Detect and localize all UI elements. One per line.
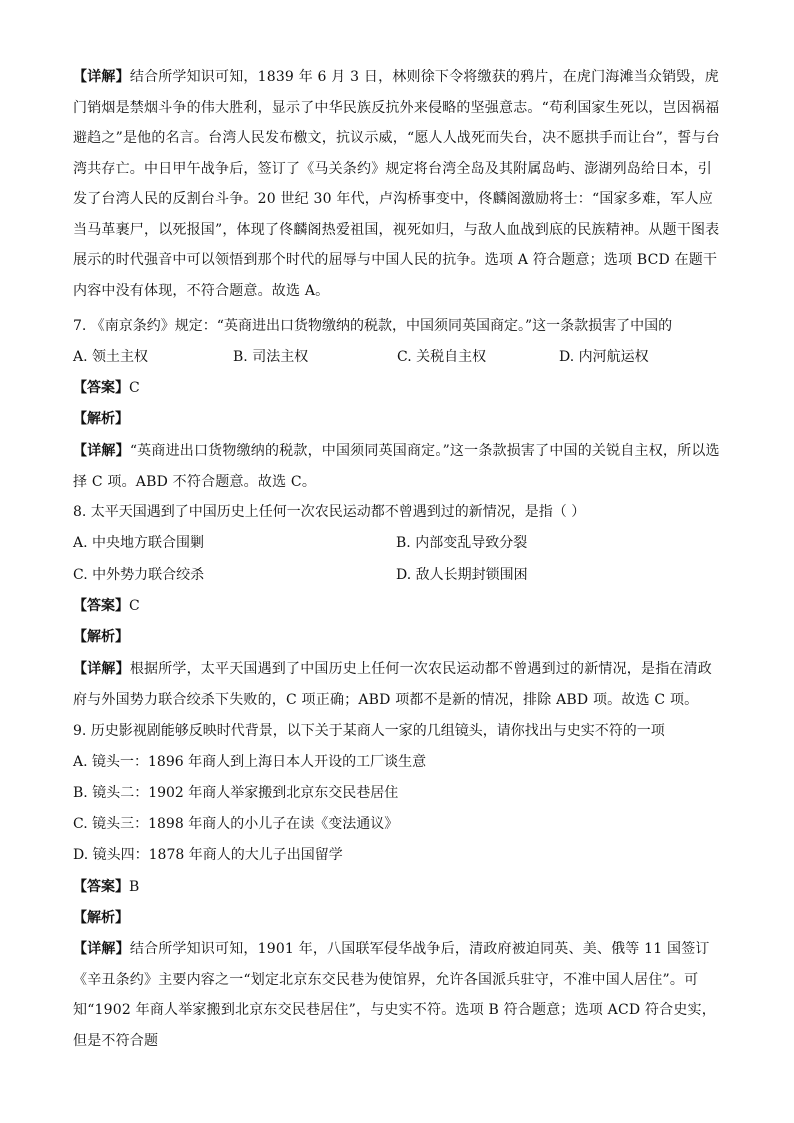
q7-stem: 7. 《南京条约》规定：“英商进出口货物缴纳的税款，中国须同英国商定。”这一条款损害了中国的 xyxy=(73,318,673,334)
q9-analysis-tag: 【解析】 xyxy=(73,910,129,926)
q7-option-b: B. 司法主权 xyxy=(233,349,309,365)
q9-stem: 9. 历史影视剧能够反映时代背景，以下关于某商人一家的几组镜头，请你找出与史实不符的一项 xyxy=(73,723,665,739)
detail-text: 结合所学知识可知，1901 年，八国联军侵华战争后，清政府被迫同英、美、俄等 11 国签订《辛丑条约》主要内容之一“划定北京东交民巷为使馆界，允许各国派兵驻守，不准中国人居住”。可知“1902 年商人举家搬到北京东交民巷居住”，与史实不符。选项 B 符合题意；选项 ACD 符合史实，但是不符合题 xyxy=(73,941,716,1049)
q8-stem: 8. 太平天国遇到了中国历史上任何一次农民运动都不曾遇到过的新情况，是指（ ） xyxy=(73,504,586,520)
detail-tag: 【详解】 xyxy=(73,661,130,677)
q8-analysis-tag: 【解析】 xyxy=(73,629,129,645)
q9-option-a: A. 镜头一：1896 年商人到上海日本人开设的工厂谈生意 xyxy=(73,754,427,770)
detail-text: 结合所学知识可知，1839 年 6 月 3 日，林则徐下令将缴获的鸦片，在虎门海滩当众销毁，虎门销烟是禁烟斗争的伟大胜利，显示了中华民族反抗外来侵略的坚强意志。“苟利国家生死以，岂因祸福避趋之”是他的名言。台湾人民发布檄文，抗议示威，“愿人人战死而失台，决不愿拱手而让台”，誓与台湾共存亡。中日甲午战争后，签订了《马关条约》规定将台湾全岛及其附属岛屿、澎湖列岛给日本，引发了台湾人民的反割台斗争。20 世纪 30 年代，卢沟桥事变中，佟麟阁激励将士：“国家多难，军人应当马革裹尸，以死报国”，体现了佟麟阁热爱祖国，视死如归，与敌人血战到底的民族精神。从题干图表展示的时代强音中可以领悟到那个时代的屈辱与中国人民的抗争。选项 A 符合题意；选项 BCD 在题干内容中没有体现，不符合题意。故选 A。 xyxy=(73,69,720,299)
q7-detail-paragraph xyxy=(73,436,725,497)
q8-option-d: D. 敌人长期封锁围困 xyxy=(396,567,528,583)
q8-option-a: A. 中央地方联合围剿 xyxy=(73,535,205,551)
detail-tag: 【详解】 xyxy=(73,443,130,459)
q8-option-c: C. 中外势力联合绞杀 xyxy=(73,567,205,583)
q9-detail-paragraph xyxy=(73,934,725,1056)
q7-option-d: D. 内河航运权 xyxy=(559,349,649,365)
answer-tag: 【答案】 xyxy=(73,380,129,396)
q9-option-c: C. 镜头三：1898 年商人的小儿子在读《变法通议》 xyxy=(73,816,399,832)
q8-detail-paragraph xyxy=(73,654,725,715)
q8-option-b: B. 内部变乱导致分裂 xyxy=(396,535,528,551)
q7-answer xyxy=(73,378,140,398)
detail-tag: 【详解】 xyxy=(73,69,130,85)
detail-text: 根据所学，太平天国遇到了中国历史上任何一次农民运动都不曾遇到过的新情况，是指在清政府与外国势力联合绞杀下失败的，C 项正确；ABD 项都不是新的情况，排除 ABD 项。故选 C 项。 xyxy=(73,661,713,708)
detail-tag: 【详解】 xyxy=(73,941,130,957)
q7-option-a: A. 领土主权 xyxy=(73,349,149,365)
answer-tag: 【答案】 xyxy=(73,598,129,614)
detail-text: “英商进出口货物缴纳的税款，中国须同英国商定。”这一条款损害了中国的关锐自主权，所以选择 C 项。ABD 不符合题意。故选 C。 xyxy=(73,443,720,490)
q7-analysis-tag: 【解析】 xyxy=(73,411,129,427)
q9-answer xyxy=(73,877,139,897)
q9-option-b: B. 镜头二：1902 年商人举家搬到北京东交民巷居住 xyxy=(73,785,399,801)
answer-value: C xyxy=(129,598,140,614)
answer-tag: 【答案】 xyxy=(73,879,129,895)
answer-value: C xyxy=(129,380,140,396)
q9-option-d: D. 镜头四：1878 年商人的大儿子出国留学 xyxy=(73,847,343,863)
q7-option-c: C. 关税自主权 xyxy=(397,349,487,365)
answer-value: B xyxy=(129,879,140,895)
q6-detail-paragraph xyxy=(73,62,725,306)
q8-answer xyxy=(73,596,140,616)
